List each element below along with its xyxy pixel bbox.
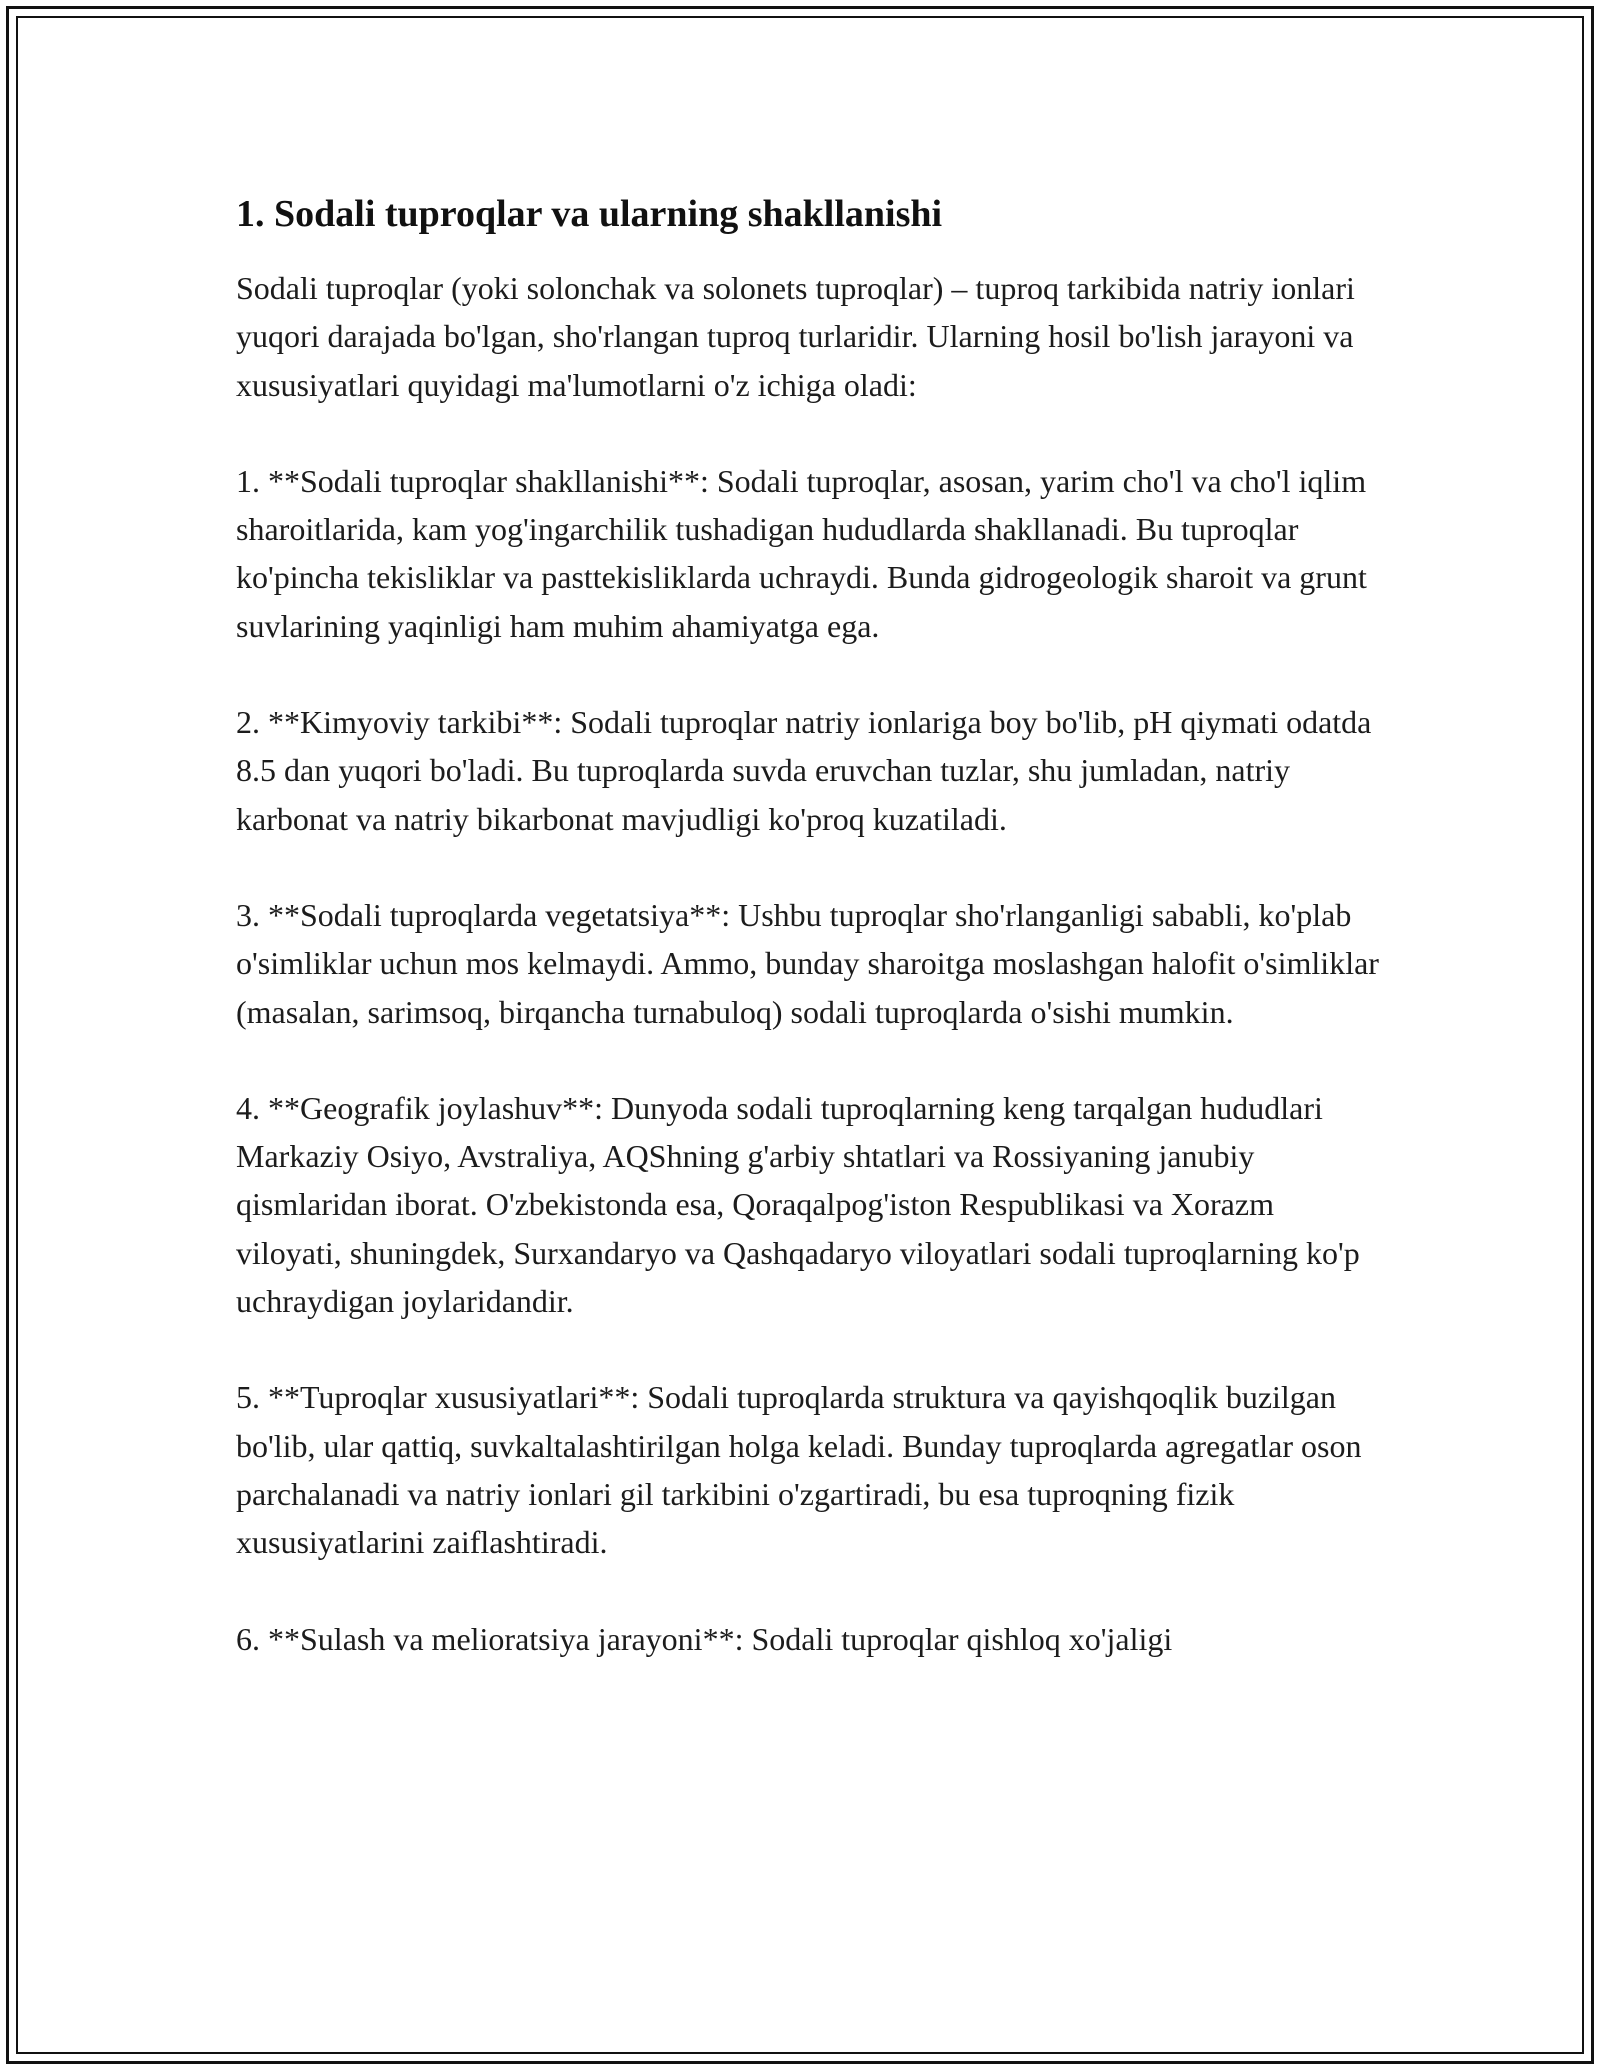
paragraph-vegetation: 3. **Sodali tuproqlarda vegetatsiya**: Ushbu tuproqlar sho'rlanganligi sababli, ko'plab o'simliklar uchun mos kelmaydi. Ammo, bunday sharoitga moslashgan halofit o'simliklar (masalan, sarimsoq, birqancha turnabuloq) sodali tuproqlarda o'sishi mumkin.	[236, 896, 1379, 1030]
paragraph-formation: 1. **Sodali tuproqlar shakllanishi**: Sodali tuproqlar, asosan, yarim cho'l va cho'l iqlim sharoitlarida, kam yog'ingarchilik tushadigan hududlarda shakllanadi. Bu tuproqlar ko'pincha tekisliklar va pasttekisliklarda uchraydi. Bunda gidrogeologik sharoit va grunt suvlarining yaqinligi ham muhim ahamiyatga ega.	[236, 462, 1367, 644]
paragraph-chemical-composition: 2. **Kimyoviy tarkibi**: Sodali tuproqlar natriy ionlariga boy bo'lib, pH qiymati odatda 8.5 dan yuqori bo'ladi. Bu tuproqlarda suvda eruvchan tuzlar, shu jumladan, natriy karbonat va natriy bikarbonat mavjudligi ko'proq kuzatiladi.	[236, 704, 1372, 837]
document-title: 1. Sodali tuproqlar va ularning shakllanishi	[236, 193, 943, 235]
paragraph-geography: 4. **Geografik joylashuv**: Dunyoda sodali tuproqlarning keng tarqalgan hududlari Markaziy Osiyo, Avstraliya, AQShning g'arbiy shtatlari va Rossiyaning janubiy qismlaridan iborat. O'zbekistonda esa, Qoraqalpog'iston Respublikasi va Xorazm viloyati, shuningdek, Surxandaryo va Qashqadaryo viloyatlari sodali tuproqlarning ko'p uchraydigan joylaridandir.	[236, 1089, 1360, 1320]
paragraph-soil-properties: 5. **Tuproqlar xususiyatlari**: Sodali tuproqlarda struktura va qayishqoqlik buzilgan bo'lib, ular qattiq, suvkaltalashtirilgan holga keladi. Bunday tuproqlarda agregatlar oson parchalanadi va natriy ionlari gil tarkibini o'zgartiradi, bu esa tuproqning fizik xususiyatlarini zaiflashtiradi.	[236, 1379, 1362, 1561]
paragraph-reclamation: 6. **Sulash va melioratsiya jarayoni**: Sodali tuproqlar qishloq xo'jaligi	[236, 1620, 1173, 1657]
document-body	[236, 190, 1386, 1711]
intro-paragraph: Sodali tuproqlar (yoki solonchak va solonets tuproqlar) – tuproq tarkibida natriy ionlari yuqori darajada bo'lgan, sho'rlangan tuproq turlaridir. Ularning hosil bo'lish jarayoni va xususiyatlari quyidagi ma'lumotlarni o'z ichiga oladi:	[236, 270, 1355, 403]
